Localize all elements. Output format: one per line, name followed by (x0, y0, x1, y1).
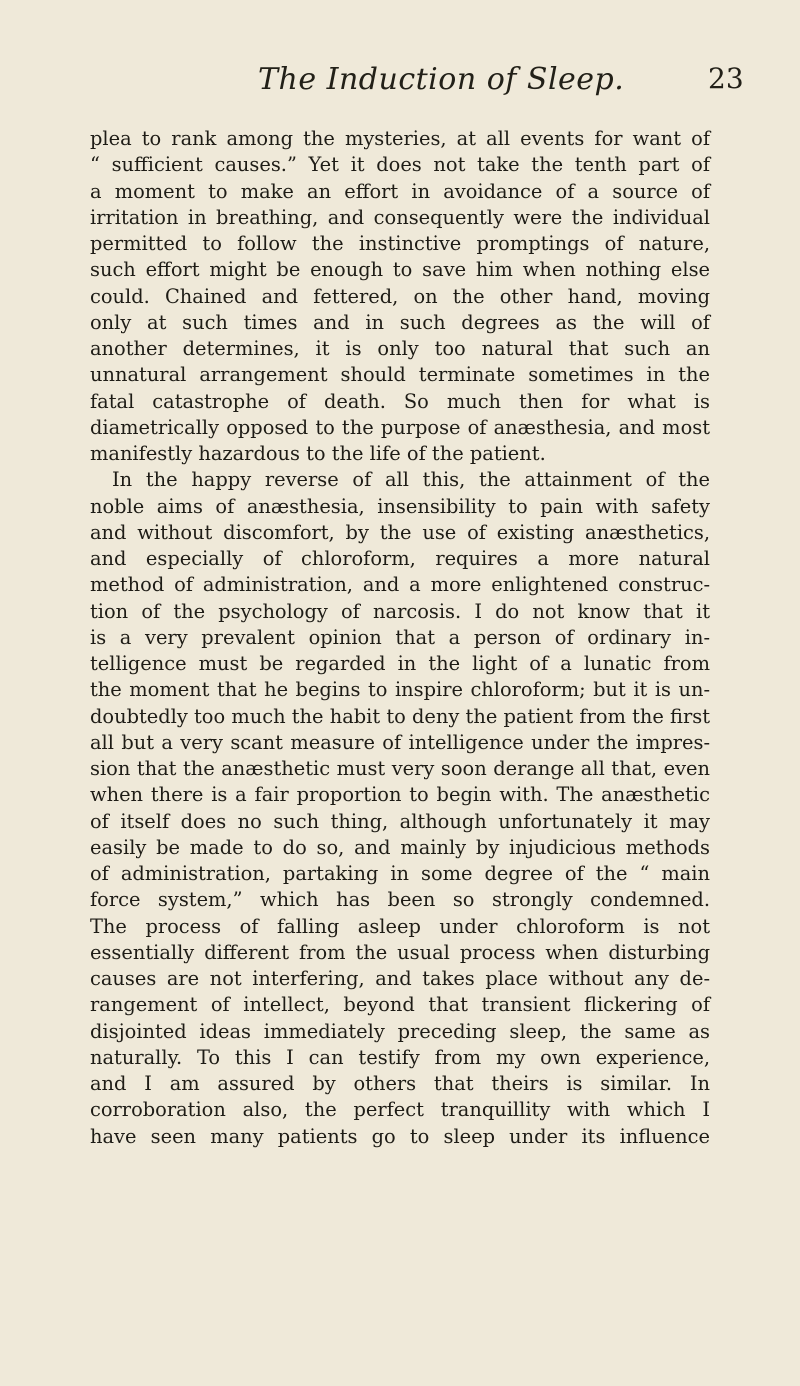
text-line: all but a very scant measure of intelligence under the impres- (90, 730, 710, 754)
text-line: causes are not interfering, and takes place without any de- (90, 967, 710, 990)
text-line: could. Chained and fettered, on the other hand, moving (90, 284, 710, 308)
running-head (0, 62, 800, 102)
text-line: tion of the psychology of narcosis. I do not know that it (90, 599, 710, 623)
text-line: “ sufficient causes.” Yet it does not take the tenth part of (90, 153, 710, 177)
text-line: doubtedly too much the habit to deny the patient from the first (90, 704, 710, 728)
text-line: and without discomfort, by the use of existing anæsthetics, (90, 520, 710, 544)
text-line: telligence must be regarded in the light of a lunatic from (90, 652, 710, 675)
text-line: corroboration also, the perfect tranquillity with which I (90, 1098, 710, 1122)
text-line: sion that the anæsthetic must very soon derange all that, even (90, 757, 710, 780)
text-line: the moment that he begins to inspire chloroform; but it is un- (90, 678, 710, 702)
text-line: another determines, it is only too natural that such an (90, 337, 710, 360)
text-line: irritation in breathing, and consequently were the individual (90, 205, 710, 229)
text-line: diametrically opposed to the purpose of anæsthesia, and most (90, 415, 710, 439)
text-line: unnatural arrangement should terminate sometimes in the (90, 363, 710, 387)
text-line: In the happy reverse of all this, the attainment of the (112, 468, 710, 492)
text-line: and I am assured by others that theirs is similar. In (90, 1072, 710, 1095)
text-line: such effort might be enough to save him when nothing else (90, 258, 710, 282)
text-line: The process of falling asleep under chloroform is not (90, 914, 710, 938)
text-line: noble aims of anæsthesia, insensibility to pain with safety (90, 494, 710, 518)
text-line: method of administration, and a more enlightened construc- (90, 573, 710, 597)
text-line: when there is a fair proportion to begin with. The anæsthetic (90, 783, 710, 807)
text-line: manifestly hazardous to the life of the patient. (90, 442, 546, 465)
text-line: of itself does no such thing, although unfortunately it may (90, 809, 710, 833)
page-number: 23 (708, 62, 744, 95)
text-line: fatal catastrophe of death. So much then for what is (90, 389, 710, 413)
body-text (90, 126, 710, 1150)
text-line: of administration, partaking in some degree of the “ main (90, 862, 710, 885)
text-line: is a very prevalent opinion that a person of ordinary in- (90, 625, 710, 649)
text-line: essentially different from the usual process when disturbing (90, 940, 710, 964)
text-line: disjointed ideas immediately preceding sleep, the same as (90, 1019, 710, 1043)
text-line: and especially of chloroform, requires a more natural (90, 547, 710, 570)
text-line: force system,” which has been so strongly condemned. (90, 888, 710, 912)
text-line: easily be made to do so, and mainly by injudicious methods (90, 835, 710, 859)
text-line: permitted to follow the instinctive promptings of nature, (90, 232, 710, 255)
text-line: plea to rank among the mysteries, at all events for want of (90, 127, 710, 150)
text-line: naturally. To this I can testify from my own experience, (90, 1045, 710, 1069)
text-line: have seen many patients go to sleep under its influence (90, 1124, 710, 1148)
running-title: The Induction of Sleep. (258, 62, 625, 97)
text-line: only at such times and in such degrees as the will of (90, 310, 710, 334)
text-line: rangement of intellect, beyond that transient flickering of (90, 993, 710, 1017)
text-line: a moment to make an effort in avoidance of a source of (90, 179, 710, 203)
